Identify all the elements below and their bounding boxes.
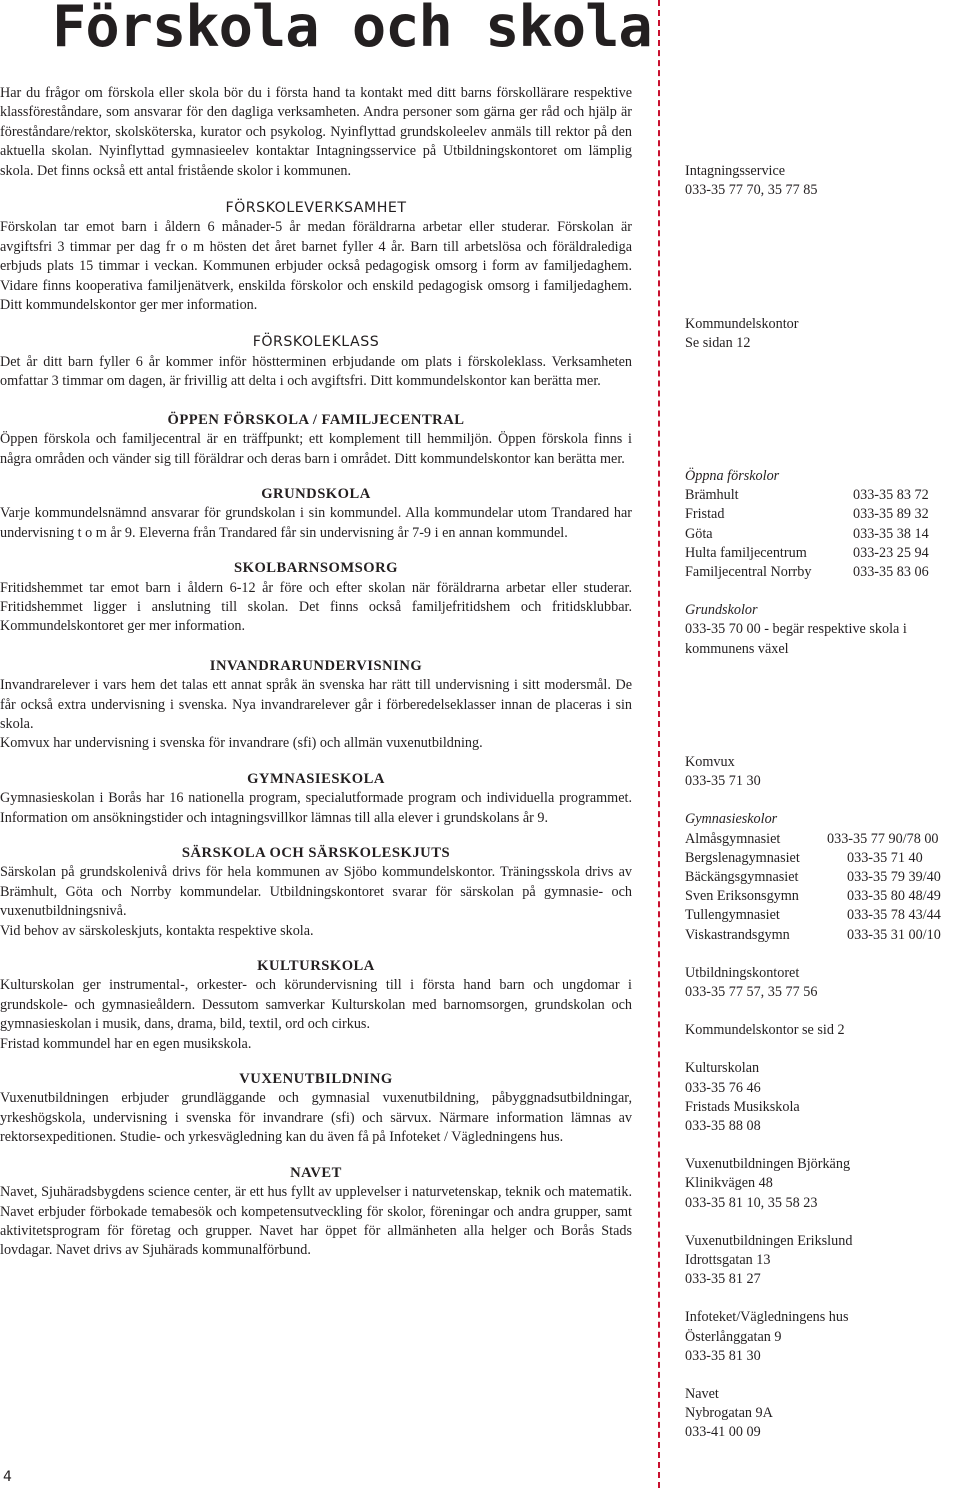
- contact-row: [685, 505, 960, 524]
- contact-line: Idrottsgatan 13: [685, 1252, 771, 1269]
- section-body: Kulturskolan ger instrumental-, orkester- och körundervisning till i första hand barn och ungdomar i grundskole- och gymnasieåldern. Dessutom samverkar Kulturskolan med barnomsorgen, grundskolan och gymnasieskolan i musik, dans, drama, bild, textil, ord och cirkus.: [0, 977, 632, 1033]
- contact-heading: Gymnasieskolor: [685, 811, 778, 828]
- contact-line: Kommundelskontor se sid 2: [685, 1022, 845, 1039]
- contact-phone: 033-35 38 14: [853, 525, 929, 542]
- contact-phone: 033-35 89 32: [853, 506, 929, 523]
- contact-name: Bäckängsgymnasiet: [685, 869, 799, 886]
- contact-line: Klinikvägen 48: [685, 1175, 773, 1192]
- section-heading: SKOLBARNSOMSORG: [233, 560, 398, 577]
- section-body: Navet, Sjuhäradsbygdens science center, är ett hus fyllt av upplevelser i naturvetenskap, teknik och matematik. Navet erbjuder förbokade temabesök och kompetensutveckling för skolor, föreningar och andra grupper, samt aktivitetsprogram för företag och grupper. Navet har öppet för allmänheten alla helger och Borås Stads lovdagar. Navet drivs av Sjuhärads kommunalförbund.: [0, 1184, 632, 1259]
- section-forskoleklass: [0, 333, 632, 391]
- column-divider: [658, 0, 660, 1488]
- contact-name: Brämhult: [685, 487, 739, 504]
- section-grundskola: [0, 485, 632, 543]
- section-oppen-forskola: [0, 411, 632, 469]
- contact-name: Viskastrandsgymn: [685, 926, 790, 943]
- contact-name: Göta: [685, 525, 713, 542]
- section-body: Varje kommundelsnämnd ansvarar för grundskolan i sin kommundel. Alla kommundelar utom Trandared har undervisning t o m år 9. Eleverna från Trandared får sin undervisning år 7-9 i en annan kommundel.: [0, 505, 632, 541]
- section-heading: GYMNASIESKOLA: [247, 770, 385, 787]
- contact-row: [685, 887, 960, 906]
- contact-name: Fristad: [685, 506, 725, 523]
- section-body: Förskolan tar emot barn i åldern 6 månader-5 år medan föräldrarna arbetar eller studerar. Förskolan är avgiftsfri 3 timmar per dag fr o m hösten det året barnet fyller 4 år. Barn till arbetslösa och föräldralediga erbjuds plats 15 timmar i veckan. Kommunen erbjuder också pedagogisk omsorg i form av familjedaghem. Vidare finns kooperativa familjenätverk, enskilda förskolor och enskild pedagogisk omsorg i familjedaghem. Ditt kommundelskontor ger mer information.: [0, 219, 632, 314]
- contact-line: Österlånggatan 9: [685, 1328, 782, 1345]
- contact-heading: Öppna förskolor: [685, 468, 780, 484]
- contact-name: Tullengymnasiet: [685, 907, 780, 924]
- contact-name: Familjecentral Norrby: [685, 564, 812, 581]
- section-navet: [0, 1164, 632, 1261]
- section-body: Öppen förskola och familjecentral är en träffpunkt; ett komplement till hemmiljön. Öppen förskola finns i några områden och vänder sig till föräldrar och deras barn i området. Ditt kommundelskontor kan berätta mer.: [0, 431, 632, 467]
- section-gymnasieskola: [0, 770, 632, 828]
- contact-line: 033-35 81 27: [685, 1271, 761, 1288]
- contact-line: 033-35 81 30: [685, 1347, 761, 1364]
- section-heading: KULTURSKOLA: [257, 958, 375, 975]
- contact-name: Hulta familjecentrum: [685, 544, 807, 561]
- contact-line: Infoteket/Vägledningens hus: [685, 1309, 849, 1326]
- contact-name: Bergslenagymnasiet: [685, 849, 800, 866]
- contact-row: [685, 486, 960, 505]
- contact-name: Almåsgymnasiet: [685, 830, 781, 847]
- section-heading: FÖRSKOLEVERKSAMHET: [225, 200, 407, 217]
- contact-phone: 033-35 77 90/78 00: [827, 830, 939, 847]
- page-title: Förskola och skola: [52, 0, 652, 60]
- section-body: Det år ditt barn fyller 6 år kommer inför höstterminen erbjudande om plats i förskoleklass. Verksamheten omfattar 3 timmar om dagen, är frivillig att delta i och avgiftsfri. Ditt kommundelskontor kan berätta mer.: [0, 353, 632, 390]
- contact-name: Utbildningskontoret: [685, 964, 800, 981]
- contact-row: [685, 906, 960, 925]
- contact-phone: 033-35 79 39/40: [847, 869, 941, 886]
- contact-line: Vuxenutbildningen Björkäng: [685, 1156, 851, 1173]
- contact-phone: 033-35 31 00/10: [847, 926, 941, 943]
- contact-phone: 033-35 83 72: [853, 487, 929, 504]
- contact-phone: 033-35 77 57, 35 77 56: [685, 984, 818, 1001]
- section-body: Invandrarelever i vars hem det talas ett annat språk än svenska har rätt till undervisning i sitt modersmål. De får också extra undervisning i svenska. Nya invandrarelever går i förberedelseklasser innan de placeras i sin skola.: [0, 677, 632, 732]
- section-heading: GRUNDSKOLA: [261, 485, 371, 502]
- section-skolbarnsomsorg: [0, 559, 632, 637]
- contact-phone: 033-35 83 06: [853, 564, 929, 581]
- sidebar-intagningsservice: [685, 162, 960, 200]
- contact-phone: 033-35 71 40: [847, 849, 923, 866]
- contact-line: Kulturskolan: [685, 1060, 760, 1077]
- section-vuxenutbildning: [0, 1070, 632, 1148]
- section-heading: SÄRSKOLA OCH SÄRSKOLESKJUTS: [181, 845, 451, 861]
- section-heading: ÖPPEN FÖRSKOLA / FAMILJECENTRAL: [167, 411, 465, 428]
- contact-line: 033-35 76 46: [685, 1079, 761, 1096]
- contact-line: Vuxenutbildningen Erikslund: [685, 1232, 853, 1249]
- contact-line: Navet: [685, 1386, 719, 1403]
- contact-row: [685, 544, 960, 563]
- section-heading: NAVET: [290, 1164, 342, 1181]
- sidebar-oppna-forskolor: [685, 467, 960, 659]
- contact-line: 033-35 81 10, 35 58 23: [685, 1194, 818, 1211]
- sidebar-komvux: [685, 753, 960, 1443]
- intro-section: [0, 84, 632, 181]
- section-body-extra: Komvux har undervisning i svenska för invandrare (sfi) och allmän vuxenutbildning.: [0, 735, 483, 752]
- section-body: Särskolan på grundskolenivå drivs för hela kommunen av Sjöbo kommundelskontor. Träningsskola drivs av Brämhult, Göta och Norrby kommundelar. Utbildningskontoret svarar för särskolan på gymnasie- och vuxenutbildningsnivå.: [0, 864, 632, 920]
- contact-name: Kommundelskontor: [685, 316, 799, 332]
- contact-note: Se sidan 12: [685, 335, 751, 352]
- contact-heading: Grundskolor: [685, 602, 758, 619]
- main-column: [0, 84, 632, 1261]
- intro-text: Har du frågor om förskola eller skola bör du i första hand ta kontakt med ditt barns förskollärare respektive klassföreståndare, som ansvarar för den dagliga verksamheten. Andra personer som gärna ger råd och hjälp är föreståndare/rektor, skolsköterska, kurator och psykolog. Nyinflyttad grundskoleelev anmäls till rektor på den aktuella skolan. Nyinflyttad gymnasieelev kontaktar Intagningsservice på Utbildningskontoret om lämplig skola. Det finns också ett antal fristående skolor i kommunen.: [0, 85, 632, 179]
- contact-phone: 033-23 25 94: [853, 544, 929, 561]
- contact-phone: 033-35 77 70, 35 77 85: [685, 182, 818, 199]
- section-body: Fritidshemmet tar emot barn i åldern 6-12 år före och efter skolan när föräldrarna arbetar eller studerar. Fritidshemmet ligger i anslutning till skolan. Det finns också familjefritidshem och fritidsklubbar. Kommundelskontoret ger mer information.: [0, 579, 632, 635]
- contact-line: Fristads Musikskola: [685, 1098, 800, 1115]
- section-kulturskola: [0, 957, 632, 1054]
- contact-name: Sven Eriksonsgymn: [685, 888, 799, 905]
- contact-name: Intagningsservice: [685, 163, 786, 179]
- sidebar-kommundelskontor: [685, 315, 960, 353]
- contact-name: Komvux: [685, 754, 735, 770]
- contact-line: kommunens växel: [685, 640, 789, 657]
- section-body-extra: Vid behov av särskoleskjuts, kontakta respektive skola.: [0, 922, 314, 939]
- section-sarskola: [0, 844, 632, 941]
- contact-row: [685, 868, 960, 887]
- contact-row: [685, 525, 960, 544]
- contact-row: [685, 830, 960, 849]
- contact-row: [685, 849, 960, 868]
- contact-phone: 033-35 78 43/44: [847, 907, 941, 924]
- section-heading: FÖRSKOLEKLASS: [252, 334, 380, 351]
- page-number: 4: [3, 1469, 12, 1485]
- section-invandrarundervisning: [0, 657, 632, 754]
- contact-row: [685, 926, 960, 945]
- contact-phone: 033-35 80 48/49: [847, 888, 941, 905]
- contact-line: 033-35 70 00 - begär respektive skola i: [685, 621, 907, 638]
- contact-line: 033-41 00 09: [685, 1424, 761, 1441]
- section-body-extra: Fristad kommundel har en egen musikskola.: [0, 1035, 252, 1052]
- section-forskoleverksamhet: [0, 199, 632, 315]
- section-heading: INVANDRARUNDERVISNING: [209, 657, 423, 674]
- section-heading: VUXENUTBILDNING: [239, 1071, 393, 1088]
- section-body: Gymnasieskolan i Borås har 16 nationella program, specialutformade program och individuella programmet. Information om ansökningstider och intagningsvillkor lämnas till alla elever i grundskolans år 9.: [0, 790, 632, 826]
- section-body: Vuxenutbildningen erbjuder grundläggande och gymnasial vuxenutbildning, påbyggnadsutbildningar, yrkeshögskola, undervisning i svenska för invandrare (sfi) och särvux. Närmare information lämnas av rektorsexpeditionen. Studie- och yrkesvägledning kan du även få på Infoteket / Vägledningens hus.: [0, 1090, 632, 1146]
- contact-phone: 033-35 71 30: [685, 773, 761, 790]
- contact-line: Nybrogatan 9A: [685, 1405, 773, 1422]
- contact-line: 033-35 88 08: [685, 1118, 761, 1135]
- contact-row: [685, 563, 960, 582]
